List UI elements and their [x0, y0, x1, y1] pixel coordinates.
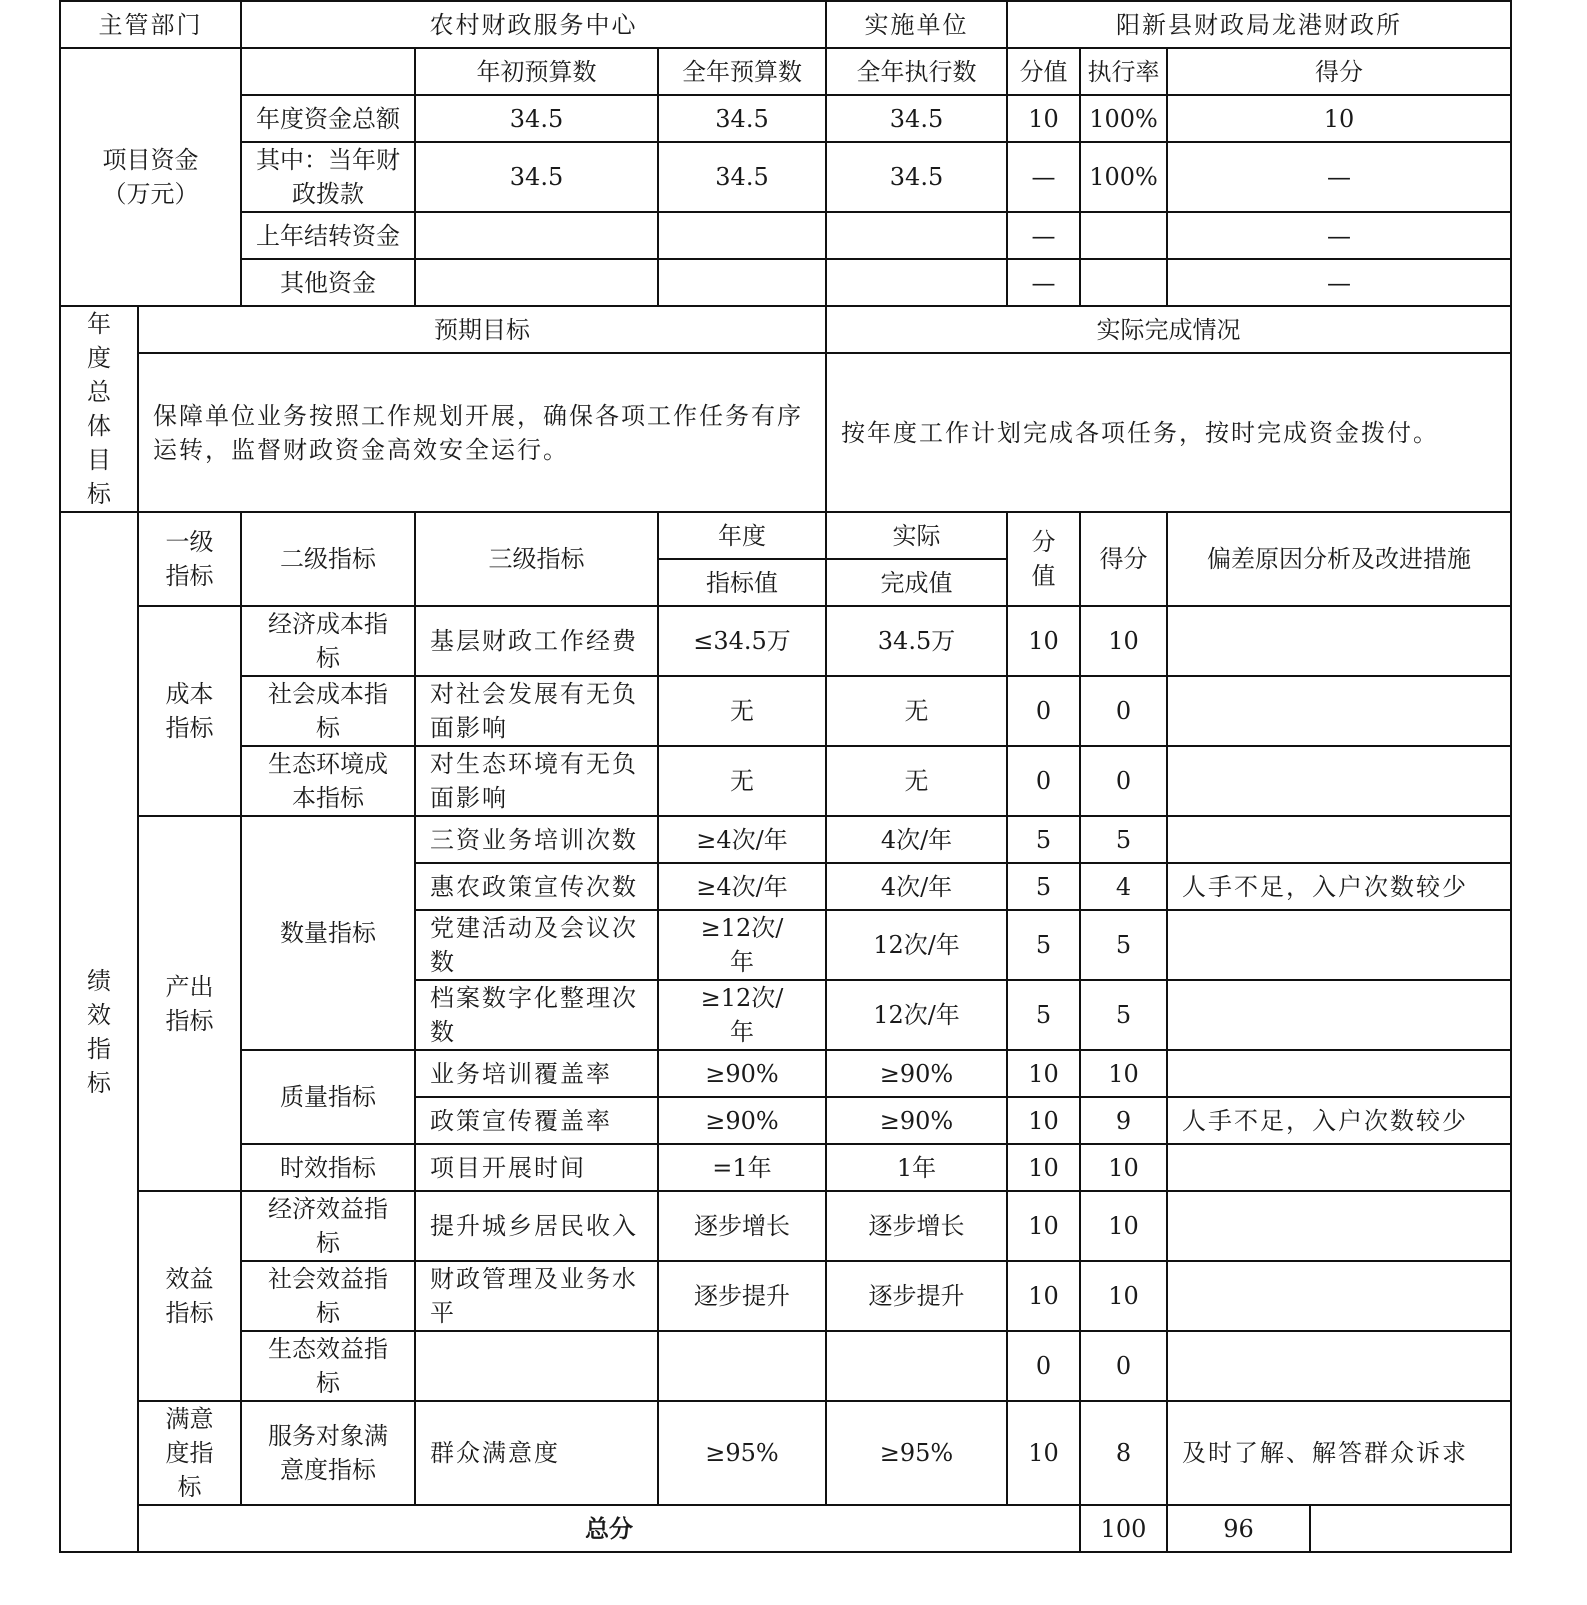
target-value [658, 1331, 826, 1401]
funds-col-rate: 执行率 [1080, 48, 1167, 95]
actual-value: 无 [826, 676, 1007, 746]
level3-indicator: 三资业务培训次数 [415, 816, 658, 863]
funds-col-executed: 全年执行数 [826, 48, 1007, 95]
indicator-score: 5 [1080, 816, 1167, 863]
dept-label: 主管部门 [60, 1, 241, 48]
indicator-score: 10 [1080, 1144, 1167, 1191]
col-level1: 一级指标 [138, 512, 241, 606]
indicator-score: 0 [1080, 676, 1167, 746]
target-value: =1年 [658, 1144, 826, 1191]
funds-annual: 34.5 [658, 142, 826, 212]
indicator-score: 5 [1080, 910, 1167, 980]
target-value: 逐步提升 [658, 1261, 826, 1331]
funds-executed: 34.5 [826, 142, 1007, 212]
col-level3: 三级指标 [415, 512, 658, 606]
funds-score: — [1167, 259, 1511, 306]
indicator-row [60, 1050, 1511, 1097]
level3-indicator: 财政管理及业务水平 [415, 1261, 658, 1331]
level2-social-cost: 社会成本指标 [241, 676, 415, 746]
funds-initial [415, 259, 658, 306]
deviation-note [1167, 980, 1511, 1050]
indicator-row [60, 1191, 1511, 1261]
col-score: 得分 [1080, 512, 1167, 606]
funds-annual [658, 212, 826, 259]
indicator-weight: 0 [1007, 676, 1080, 746]
actual-value: 4次/年 [826, 863, 1007, 910]
performance-evaluation-table [59, 0, 1512, 1553]
actual-value: ≥90% [826, 1050, 1007, 1097]
funds-rate [1080, 259, 1167, 306]
deviation-note [1167, 816, 1511, 863]
deviation-note [1167, 910, 1511, 980]
level3-indicator: 项目开展时间 [415, 1144, 658, 1191]
indicator-score: 10 [1080, 1050, 1167, 1097]
actual-value: 12次/年 [826, 980, 1007, 1050]
target-value: ≥95% [658, 1401, 826, 1505]
total-weight: 100 [1080, 1505, 1167, 1552]
level3-indicator: 提升城乡居民收入 [415, 1191, 658, 1261]
indicator-score: 5 [1080, 980, 1167, 1050]
indicator-weight: 0 [1007, 746, 1080, 816]
col-target-top: 年度 [658, 512, 826, 559]
target-value: ≥12次/年 [658, 910, 826, 980]
indicator-row [60, 606, 1511, 676]
funds-score: — [1167, 142, 1511, 212]
level3-indicator [415, 1331, 658, 1401]
actual-value: 逐步提升 [826, 1261, 1007, 1331]
deviation-note [1167, 1144, 1511, 1191]
level3-indicator: 基层财政工作经费 [415, 606, 658, 676]
actual-value: 12次/年 [826, 910, 1007, 980]
actual-value: 1年 [826, 1144, 1007, 1191]
funds-score: — [1167, 212, 1511, 259]
deviation-note [1167, 746, 1511, 816]
funds-score: 10 [1167, 95, 1511, 142]
indicator-score: 9 [1080, 1097, 1167, 1144]
actual-value: 34.5万 [826, 606, 1007, 676]
indicator-score: 0 [1080, 1331, 1167, 1401]
target-value: ≥4次/年 [658, 816, 826, 863]
target-value: 无 [658, 746, 826, 816]
indicator-score: 10 [1080, 1191, 1167, 1261]
total-row [60, 1505, 1511, 1552]
funds-label: 项目资金（万元） [60, 48, 241, 306]
level3-indicator: 档案数字化整理次数 [415, 980, 658, 1050]
level3-indicator: 惠农政策宣传次数 [415, 863, 658, 910]
funds-row [60, 95, 1511, 142]
deviation-note: 人手不足，入户次数较少 [1167, 863, 1511, 910]
level2-eco-benefit: 生态效益指标 [241, 1331, 415, 1401]
level2-eco-cost: 生态环境成本指标 [241, 746, 415, 816]
funds-rate: 100% [1080, 95, 1167, 142]
actual-value: 4次/年 [826, 816, 1007, 863]
indicator-weight: 10 [1007, 1191, 1080, 1261]
funds-row-name: 年度资金总额 [241, 95, 415, 142]
unit-label: 实施单位 [826, 1, 1007, 48]
dept-value: 农村财政服务中心 [241, 1, 826, 48]
level2-service-satisfaction: 服务对象满意度指标 [241, 1401, 415, 1505]
level1-cost: 成本指标 [138, 606, 241, 816]
level3-indicator: 政策宣传覆盖率 [415, 1097, 658, 1144]
funds-col-weight: 分值 [1007, 48, 1080, 95]
target-value: ≤34.5万 [658, 606, 826, 676]
col-target-bottom: 指标值 [658, 559, 826, 606]
unit-value: 阳新县财政局龙港财政所 [1007, 1, 1511, 48]
funds-weight: — [1007, 212, 1080, 259]
deviation-note [1167, 1191, 1511, 1261]
deviation-note: 人手不足，入户次数较少 [1167, 1097, 1511, 1144]
col-analysis: 偏差原因分析及改进措施 [1167, 512, 1511, 606]
target-value: ≥90% [658, 1097, 826, 1144]
col-weight: 分值 [1007, 512, 1080, 606]
deviation-note: 及时了解、解答群众诉求 [1167, 1401, 1511, 1505]
indicator-weight: 5 [1007, 910, 1080, 980]
actual-value: ≥95% [826, 1401, 1007, 1505]
actual-value: ≥90% [826, 1097, 1007, 1144]
funds-weight: 10 [1007, 95, 1080, 142]
target-value: 无 [658, 676, 826, 746]
level2-social-benefit: 社会效益指标 [241, 1261, 415, 1331]
funds-row-name: 其他资金 [241, 259, 415, 306]
funds-executed [826, 259, 1007, 306]
funds-col-annual: 全年预算数 [658, 48, 826, 95]
indicator-row [60, 1331, 1511, 1401]
funds-row-name: 其中：当年财政拨款 [241, 142, 415, 212]
total-score: 96 [1167, 1505, 1310, 1552]
level2-quality: 质量指标 [241, 1050, 415, 1144]
actual-result-header: 实际完成情况 [826, 306, 1511, 353]
actual-result-text: 按年度工作计划完成各项任务，按时完成资金拨付。 [826, 353, 1511, 512]
indicator-weight: 0 [1007, 1331, 1080, 1401]
actual-value: 无 [826, 746, 1007, 816]
funds-col-initial: 年初预算数 [415, 48, 658, 95]
perf-label: 绩效指标 [60, 512, 138, 1552]
indicator-weight: 10 [1007, 1261, 1080, 1331]
funds-row [60, 142, 1511, 212]
level2-timeliness: 时效指标 [241, 1144, 415, 1191]
target-value: ≥12次/年 [658, 980, 826, 1050]
funds-weight: — [1007, 259, 1080, 306]
level3-indicator: 对社会发展有无负面影响 [415, 676, 658, 746]
indicator-weight: 10 [1007, 1097, 1080, 1144]
indicator-weight: 10 [1007, 1144, 1080, 1191]
indicator-row [60, 676, 1511, 746]
indicator-weight: 10 [1007, 606, 1080, 676]
level1-satisfaction: 满意度指标 [138, 1401, 241, 1505]
actual-value: 逐步增长 [826, 1191, 1007, 1261]
indicator-weight: 10 [1007, 1401, 1080, 1505]
funds-executed: 34.5 [826, 95, 1007, 142]
indicator-weight: 10 [1007, 1050, 1080, 1097]
indicator-weight: 5 [1007, 816, 1080, 863]
funds-weight: — [1007, 142, 1080, 212]
funds-blank-header [241, 48, 415, 95]
level3-indicator: 党建活动及会议次数 [415, 910, 658, 980]
funds-executed [826, 212, 1007, 259]
col-actual-bottom: 完成值 [826, 559, 1007, 606]
indicator-row [60, 1261, 1511, 1331]
funds-initial: 34.5 [415, 142, 658, 212]
funds-row [60, 259, 1511, 306]
indicator-weight: 5 [1007, 980, 1080, 1050]
deviation-note [1167, 1261, 1511, 1331]
actual-value [826, 1331, 1007, 1401]
target-value: ≥4次/年 [658, 863, 826, 910]
deviation-note [1167, 606, 1511, 676]
level1-output: 产出指标 [138, 816, 241, 1191]
indicator-weight: 5 [1007, 863, 1080, 910]
deviation-note [1167, 1050, 1511, 1097]
funds-row-name: 上年结转资金 [241, 212, 415, 259]
funds-rate [1080, 212, 1167, 259]
indicator-score: 10 [1080, 1261, 1167, 1331]
target-value: 逐步增长 [658, 1191, 826, 1261]
col-actual-top: 实际 [826, 512, 1007, 559]
target-value: ≥90% [658, 1050, 826, 1097]
level1-benefit: 效益指标 [138, 1191, 241, 1401]
funds-rate: 100% [1080, 142, 1167, 212]
deviation-note [1167, 1331, 1511, 1401]
col-level2: 二级指标 [241, 512, 415, 606]
level2-economic-cost: 经济成本指标 [241, 606, 415, 676]
indicator-score: 8 [1080, 1401, 1167, 1505]
funds-col-score: 得分 [1167, 48, 1511, 95]
indicator-row [60, 816, 1511, 863]
total-label: 总分 [138, 1505, 1080, 1552]
indicator-row [60, 1144, 1511, 1191]
total-note [1310, 1505, 1511, 1552]
level2-economic-benefit: 经济效益指标 [241, 1191, 415, 1261]
indicator-row [60, 1401, 1511, 1505]
indicator-score: 4 [1080, 863, 1167, 910]
level3-indicator: 群众满意度 [415, 1401, 658, 1505]
funds-annual [658, 259, 826, 306]
funds-annual: 34.5 [658, 95, 826, 142]
funds-row [60, 212, 1511, 259]
indicator-score: 10 [1080, 606, 1167, 676]
funds-initial: 34.5 [415, 95, 658, 142]
level3-indicator: 对生态环境有无负面影响 [415, 746, 658, 816]
indicator-row [60, 746, 1511, 816]
funds-initial [415, 212, 658, 259]
expected-goal-text: 保障单位业务按照工作规划开展，确保各项工作任务有序运转，监督财政资金高效安全运行。 [138, 353, 826, 512]
goals-label: 年度总体目标 [60, 306, 138, 512]
level2-quantity: 数量指标 [241, 816, 415, 1050]
deviation-note [1167, 676, 1511, 746]
indicator-score: 0 [1080, 746, 1167, 816]
expected-goal-header: 预期目标 [138, 306, 826, 353]
level3-indicator: 业务培训覆盖率 [415, 1050, 658, 1097]
